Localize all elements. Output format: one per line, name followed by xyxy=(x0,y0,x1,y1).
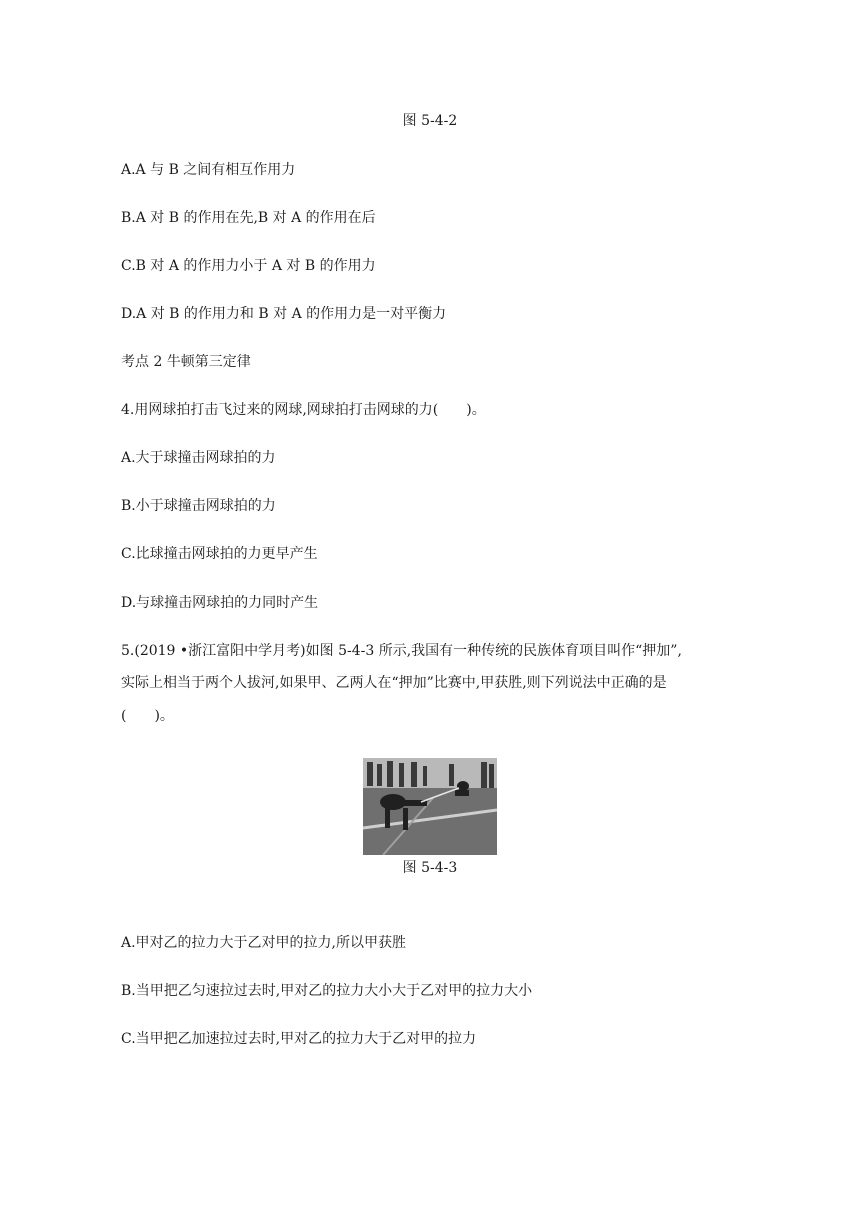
tug-of-war-photo xyxy=(363,758,497,855)
q5-stem-line-2: 实际上相当于两个人拔河,如果甲、乙两人在“押加”比赛中,甲获胜,则下列说法中正确的是 xyxy=(121,675,667,691)
q4-option-b: B.小于球撞击网球拍的力 xyxy=(121,498,276,514)
q4-option-c: C.比球撞击网球拍的力更早产生 xyxy=(121,546,318,562)
figure-5-4-2-caption: 图 5-4-2 xyxy=(402,113,458,129)
figure-5-4-3-caption: 图 5-4-3 xyxy=(402,860,458,876)
q5-stem-line-1: 5.(2019 •浙江富阳中学月考)如图 5-4-3 所示,我国有一种传统的民族体育项目叫作“押加”, xyxy=(121,643,682,659)
q5-option-a: A.甲对乙的拉力大于乙对甲的拉力,所以甲获胜 xyxy=(121,935,407,951)
q4-option-d: D.与球撞击网球拍的力同时产生 xyxy=(121,595,319,611)
q5-stem-line-3: ( )。 xyxy=(121,708,174,724)
q3-option-d: D.A 对 B 的作用力和 B 对 A 的作用力是一对平衡力 xyxy=(121,306,447,322)
section-heading: 考点 2 牛顿第三定律 xyxy=(121,354,251,370)
q3-option-c: C.B 对 A 的作用力小于 A 对 B 的作用力 xyxy=(121,258,376,274)
q5-option-c: C.当甲把乙加速拉过去时,甲对乙的拉力大于乙对甲的拉力 xyxy=(121,1031,477,1047)
q4-stem: 4.用网球拍打击飞过来的网球,网球拍打击网球的力( )。 xyxy=(121,402,486,418)
q4-option-a: A.大于球撞击网球拍的力 xyxy=(121,450,276,466)
q3-option-b: B.A 对 B 的作用在先,B 对 A 的作用在后 xyxy=(121,210,376,226)
q5-option-b: B.当甲把乙匀速拉过去时,甲对乙的拉力大小大于乙对甲的拉力大小 xyxy=(121,983,533,999)
q3-option-a: A.A 与 B 之间有相互作用力 xyxy=(121,162,296,178)
